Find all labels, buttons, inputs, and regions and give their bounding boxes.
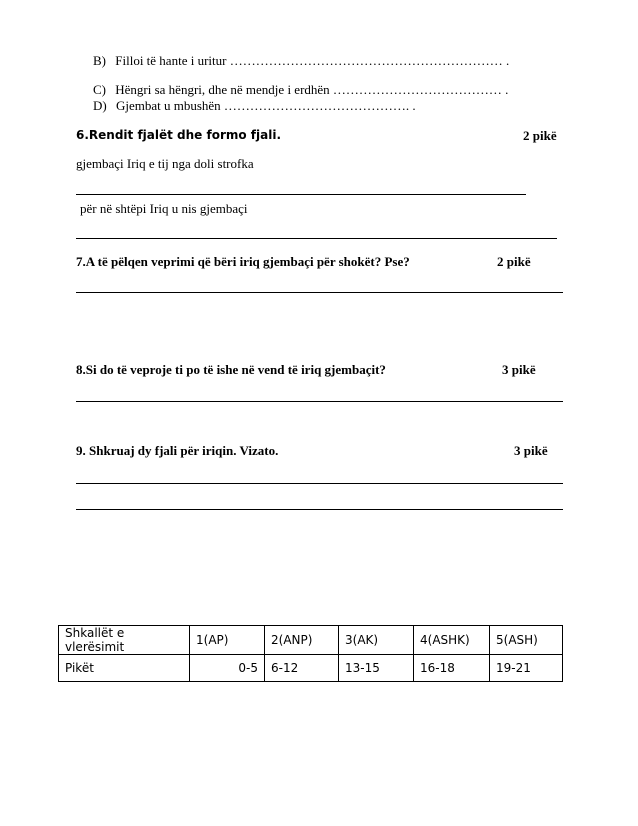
question-6-points: 2 pikë xyxy=(523,128,557,143)
table-cell: 13-15 xyxy=(339,655,414,682)
answer-line[interactable] xyxy=(76,401,563,402)
option-text: Gjembat u mbushën ……………………………………. . xyxy=(115,98,416,113)
table-cell: 4(ASHK) xyxy=(414,626,490,655)
question-7-points: 2 pikë xyxy=(497,254,531,269)
table-row xyxy=(59,655,563,682)
option-letter: D) xyxy=(93,98,107,113)
answer-line[interactable] xyxy=(76,483,563,484)
option-letter: B) xyxy=(93,53,106,68)
option-b xyxy=(93,53,509,69)
table-cell: 16-18 xyxy=(414,655,490,682)
question-8-points: 3 pikë xyxy=(502,362,536,377)
table-cell: 0-5 xyxy=(190,655,265,682)
table-cell: 2(ANP) xyxy=(265,626,339,655)
question-6-title: 6.Rendit fjalët dhe formo fjali. xyxy=(76,128,282,142)
table-cell: 1(AP) xyxy=(190,626,265,655)
table-row xyxy=(59,626,563,655)
answer-line[interactable] xyxy=(76,194,526,195)
question-9-points: 3 pikë xyxy=(514,443,548,458)
answer-line[interactable] xyxy=(76,509,563,510)
option-text: Filloi të hante i uritur ……………………………………………………… . xyxy=(115,53,510,68)
option-letter: C) xyxy=(93,82,106,97)
table-cell: 19-21 xyxy=(490,655,563,682)
question-6-words-1: gjembaçi Iriq e tij nga doli strofka xyxy=(76,156,254,171)
table-cell: 3(AK) xyxy=(339,626,414,655)
option-c xyxy=(93,82,508,98)
answer-line[interactable] xyxy=(76,292,563,293)
table-cell: 5(ASH) xyxy=(490,626,563,655)
table-cell: Shkallët e vlerësimit xyxy=(59,626,190,655)
table-cell: Pikët xyxy=(59,655,190,682)
question-9-title: 9. Shkruaj dy fjali për iriqin. Vizato. xyxy=(76,443,279,458)
question-8-title: 8.Si do të veproje ti po të ishe në vend të iriq gjembaçit? xyxy=(76,362,386,377)
question-7-title: 7.A të pëlqen veprimi që bëri iriq gjembaçi për shokët? Pse? xyxy=(76,254,410,269)
option-text: Hëngri sa hëngri, dhe në mendje i erdhën ………………………………… . xyxy=(115,82,509,97)
table-cell: 6-12 xyxy=(265,655,339,682)
answer-line[interactable] xyxy=(76,238,557,239)
question-6-words-2: për në shtëpi Iriq u nis gjembaçi xyxy=(80,201,248,216)
option-d xyxy=(93,98,416,114)
grading-table xyxy=(58,625,563,682)
